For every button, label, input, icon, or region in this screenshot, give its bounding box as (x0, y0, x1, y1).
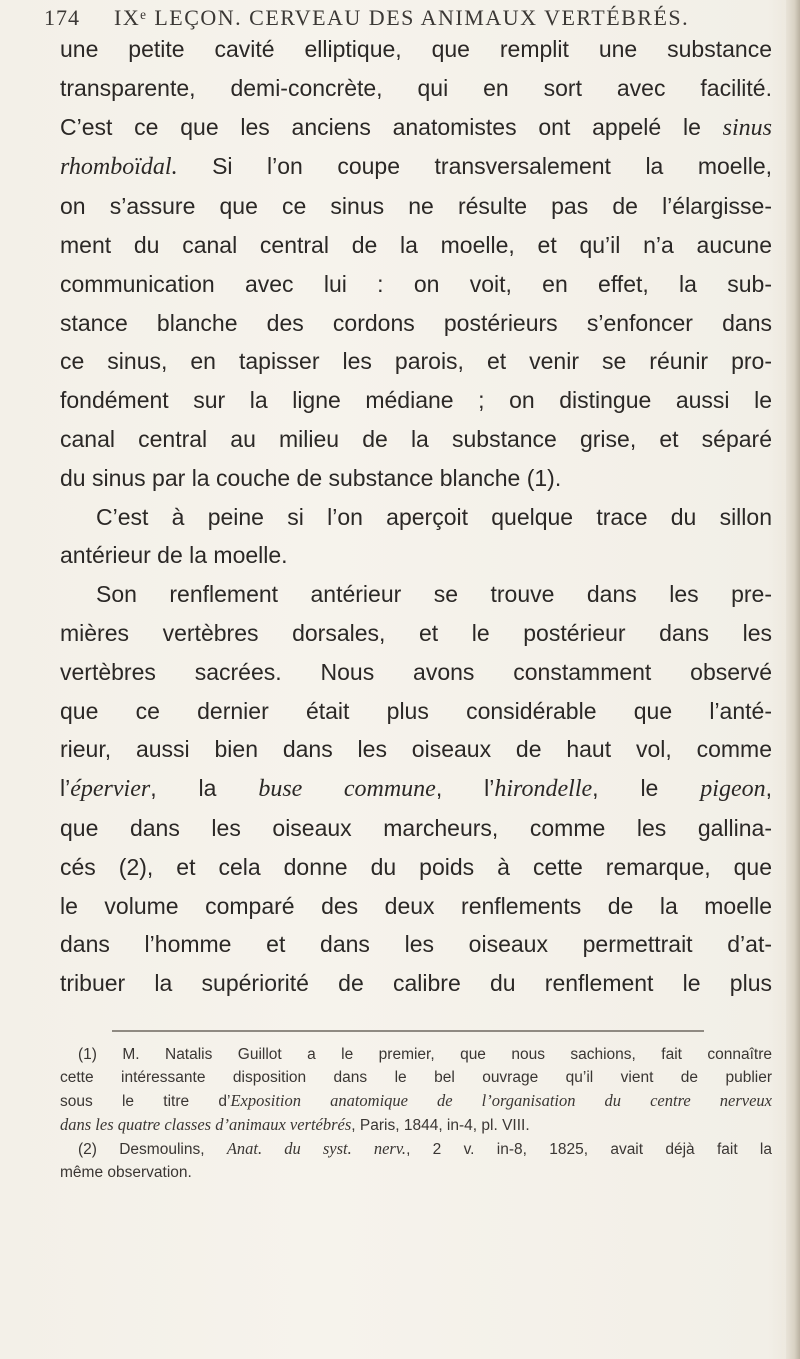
footnote-line: cette intéressante disposition dans le bel ouvrage qu’il vient de publier (60, 1069, 772, 1086)
text-line: fondément sur la ligne médiane ; on distingue aussi le (60, 387, 772, 414)
term-hirondelle: hirondelle (494, 776, 593, 803)
paragraph-start: Son renflement antérieur se trouve dans les pre- (96, 581, 772, 608)
text-line: transparente, demi-concrète, qui en sort avec facilité. (60, 74, 772, 101)
footnote-2 (60, 1137, 772, 1161)
text-line (60, 108, 772, 148)
term-buse-commune: buse commune (258, 776, 436, 803)
main-text (60, 30, 772, 1003)
text-line (60, 147, 772, 187)
footnote-1: (1) M. Natalis Guillot a le premier, que nous sachions, fait connaître (78, 1046, 772, 1063)
term-sinus: sinus (722, 114, 772, 141)
footnote-divider (112, 1030, 704, 1032)
footnote-line (60, 1113, 772, 1137)
text-line (60, 769, 772, 809)
text-span: Si l’on coupe transversalement la moelle, (177, 153, 772, 180)
text-line: dans l’homme et dans les oiseaux permettrait d’at- (60, 931, 772, 958)
term-rhomboidal: rhomboïdal. (60, 154, 178, 181)
text-span: , le (592, 775, 701, 802)
footnote-line (60, 1089, 772, 1113)
text-line: antérieur de la moelle. (60, 542, 288, 569)
text-line: que ce dernier était plus considérable que l’anté- (60, 697, 772, 724)
text-line: ce sinus, en tapisser les parois, et venir se réunir pro- (60, 348, 772, 375)
text-span: sous le titre d’ (60, 1093, 231, 1110)
text-span: , Paris, 1844, in-4, pl. VIII. (351, 1117, 530, 1134)
term-epervier: épervier (70, 776, 151, 803)
text-line: cés (2), et cela donne du poids à cette remarque, que (60, 853, 772, 880)
text-line: du sinus par la couche de substance blanche (1). (60, 464, 562, 491)
text-line: rieur, aussi bien dans les oiseaux de haut vol, comme (60, 736, 772, 763)
text-line: vertèbres sacrées. Nous avons constamment observé (60, 658, 772, 685)
text-line: tribuer la supériorité de calibre du renflement le plus (60, 970, 772, 997)
text-line: ment du canal central de la moelle, et qu’il n’a aucune (60, 231, 772, 258)
text-span: C’est ce que les anciens anatomistes ont appelé le (60, 113, 723, 140)
term-pigeon: pigeon (700, 776, 766, 803)
text-line: mières vertèbres dorsales, et le postérieur dans les (60, 619, 772, 646)
running-title: IXᵉ LEÇON. CERVEAU DES ANIMAUX VERTÉBRÉS. (114, 5, 690, 30)
cited-title: Exposition anatomique de l’organisation du centre nerveux (230, 1091, 772, 1110)
text-span: , 2 v. in-8, 1825, avait déjà fait la (406, 1141, 772, 1158)
text-line: que dans les oiseaux marcheurs, comme les gallina- (60, 814, 772, 841)
footnotes (60, 1043, 772, 1184)
text-line: canal central au milieu de la substance grise, et séparé (60, 425, 772, 452)
text-span: (2) Desmoulins, (78, 1141, 227, 1158)
text-span: , la (150, 775, 259, 802)
text-line: communication avec lui : on voit, en effet, la sub- (60, 270, 772, 297)
text-line: le volume comparé des deux renflements de la moelle (60, 892, 772, 919)
text-span: , l’ (435, 775, 495, 802)
text-line: on s’assure que ce sinus ne résulte pas de l’élargisse- (60, 193, 772, 220)
page-edge-shadow (786, 0, 800, 1359)
text-span: , (765, 775, 772, 802)
footnote-line: même observation. (60, 1164, 192, 1181)
paragraph-start: C’est à peine si l’on aperçoit quelque trace du sillon (96, 503, 772, 530)
cited-title: Anat. du syst. nerv. (226, 1139, 407, 1158)
page-number: 174 (44, 5, 80, 30)
cited-title: dans les quatre classes d’animaux vertébrés (60, 1115, 352, 1134)
text-line: stance blanche des cordons postérieurs s’enfoncer dans (60, 309, 772, 336)
text-line: une petite cavité elliptique, que remplit une substance (60, 36, 772, 62)
text-span: l’ (60, 775, 71, 802)
